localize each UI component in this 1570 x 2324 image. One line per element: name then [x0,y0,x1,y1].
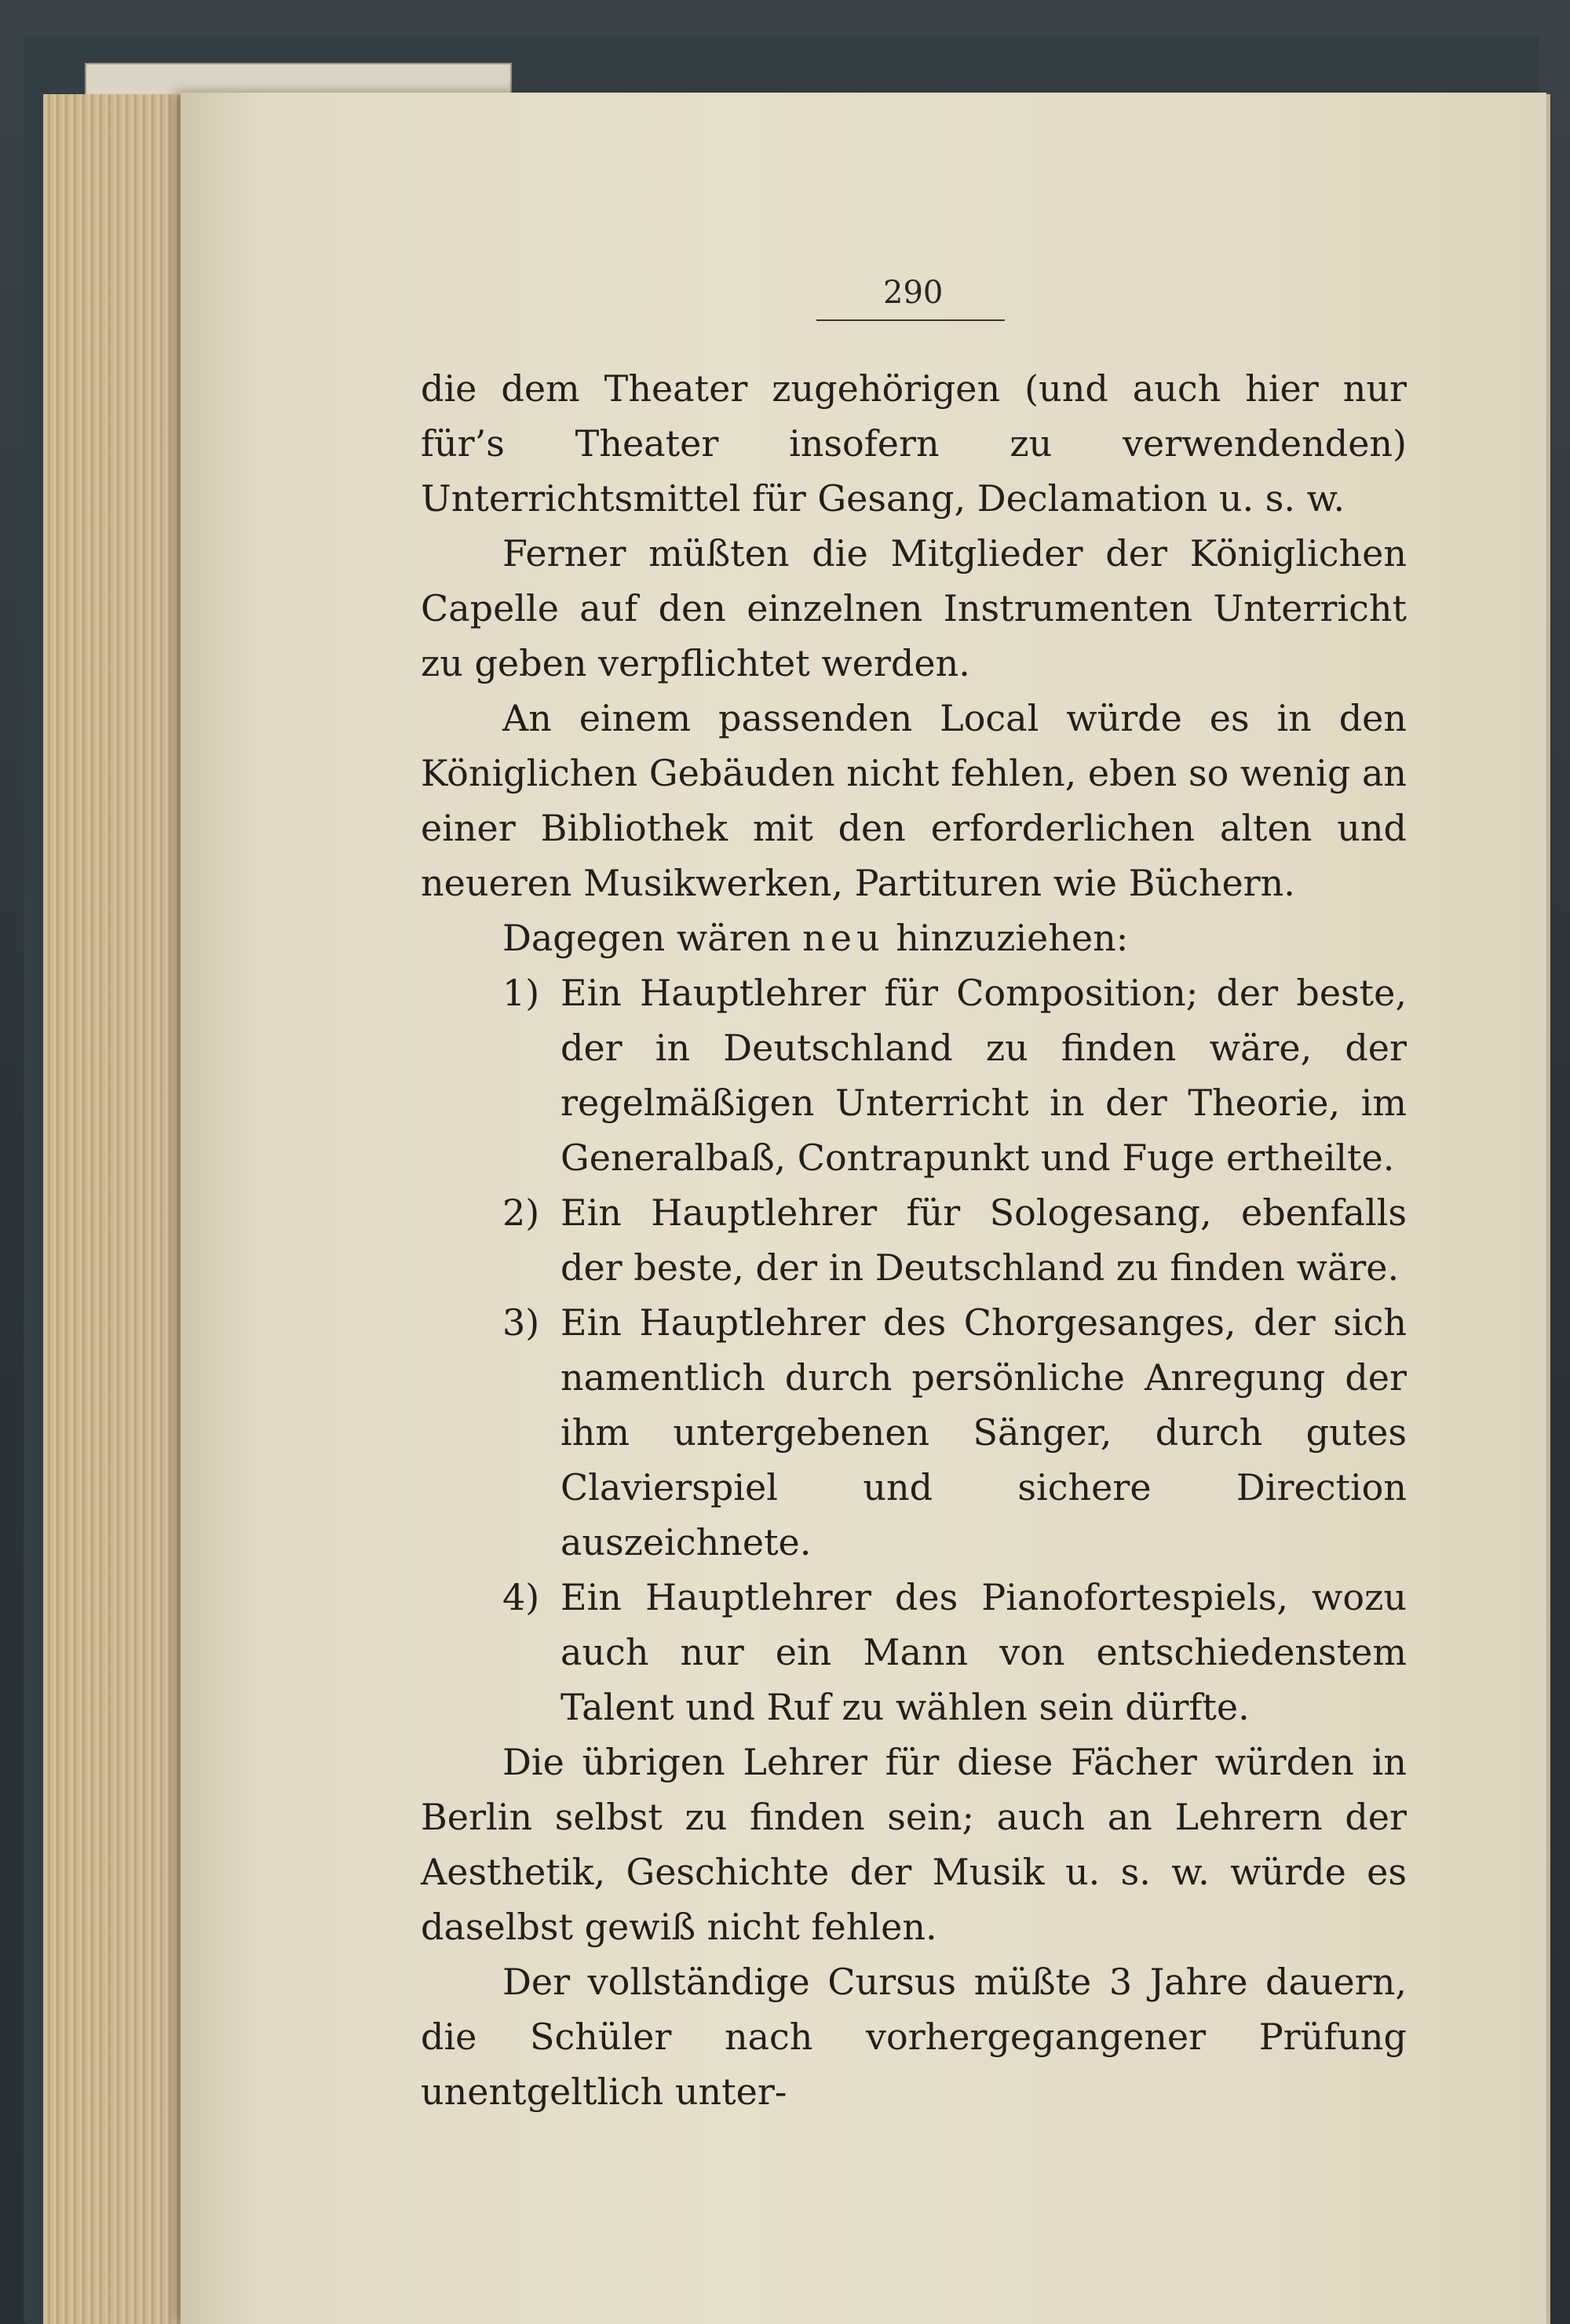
paragraph-cursus: Der vollständige Cursus müßte 3 Jahre dauern, die Schüler nach vorhergegangener Prüfung unentgeltlich unter- [421,1961,1407,2113]
list-item-number: 2) [502,1191,540,1234]
paragraph-continuation: die dem Theater zugehörigen (und auch hier nur für’s Theater insofern zu verwendenden) Unterrichtsmittel für Gesang, Declamation u. s. w. [421,367,1407,520]
list-item-text: Ein Hauptlehrer für Composition; der beste, der in Deutschland zu finden wäre, der regelmäßigen Unterricht in der Theorie, im Generalbaß, Contrapunkt und Fuge ertheilte. [560,972,1407,1179]
list-item-text: Ein Hauptlehrer des Chorgesanges, der sich namentlich durch persönliche Anregung der ihm untergebenen Sänger, durch gutes Clavierspiel und sichere Direction auszeichnete. [560,1301,1407,1563]
paragraph-local: An einem passenden Local würde es in den Königlichen Gebäuden nicht fehlen, eben so wenig an einer Bibliothek mit den erforderlichen alten und neueren Musikwerken, Partituren wie Büchern. [421,697,1407,904]
paragraph-teachers: Die übrigen Lehrer für diese Fächer würden in Berlin selbst zu finden sein; auch an Lehrern der Aesthetik, Geschichte der Musik u. s. w. würde es daselbst gewiß nicht fehlen. [421,1741,1407,1948]
list-item-number: 3) [502,1301,540,1344]
page-number: 290 [883,275,944,311]
list-intro-before: Dagegen wären [502,917,791,959]
paragraph-capelle: Ferner müßten die Mitglieder der Königlichen Capelle auf den einzelnen Instrumenten Unterricht zu geben verpflichtet werden. [421,532,1407,684]
page-number-rule [816,319,1005,321]
list-item-number: 4) [502,1576,540,1618]
list-item-text: Ein Hauptlehrer für Sologesang, ebenfalls der beste, der in Deutschland zu finden wäre. [560,1191,1407,1289]
list-item [421,1295,1407,1570]
list-item-text: Ein Hauptlehrer des Pianofortespiels, wozu auch nur ein Mann von entschiedenstem Talent und Ruf zu wählen sein dürfte. [560,1576,1407,1728]
list-item [421,1185,1407,1295]
list-item [421,965,1407,1185]
list-item-number: 1) [502,972,540,1014]
list-intro-after: hinzuziehen: [896,917,1129,959]
list-item [421,1570,1407,1735]
list-intro [421,910,1407,965]
list-intro-spaced: neu [802,917,885,959]
page-text [421,361,1407,2119]
